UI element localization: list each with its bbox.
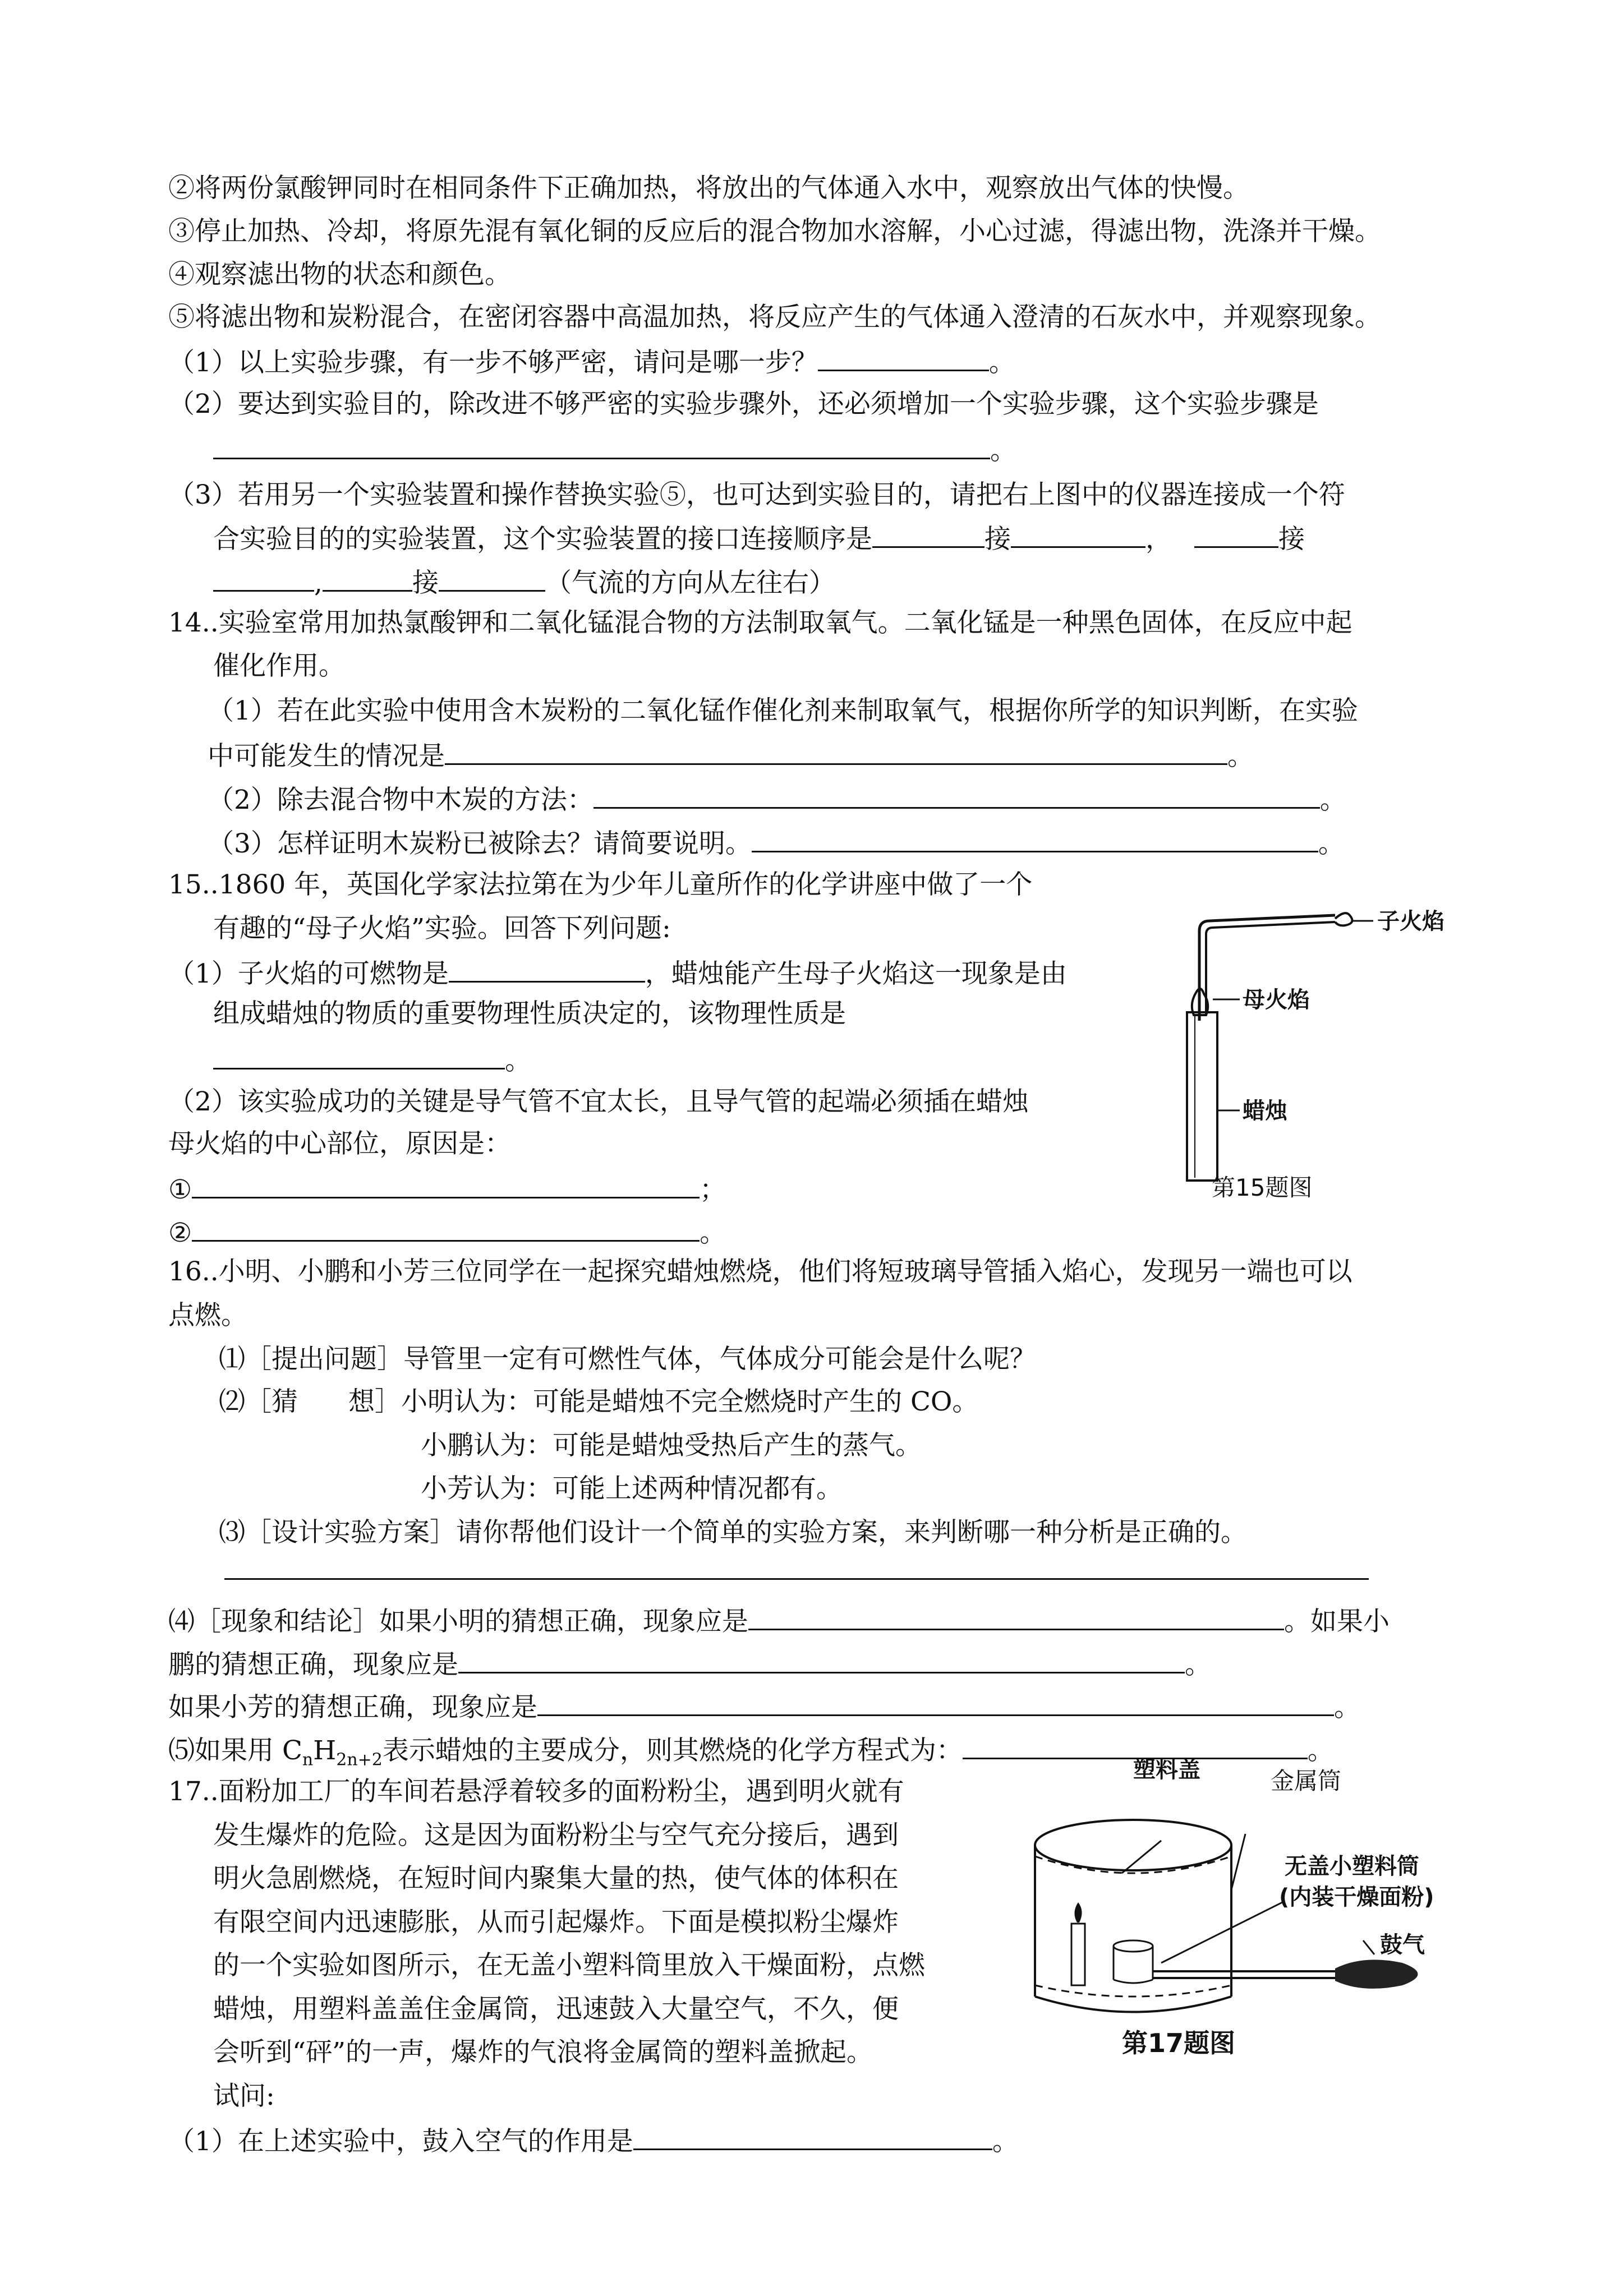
formula-c: ⑸如果用 C: [168, 1735, 302, 1766]
leader-line: [1231, 1834, 1245, 1890]
answer-blank[interactable]: [458, 1647, 1185, 1673]
q16-part2-label: ⑵［猜: [219, 1386, 298, 1417]
q15-line2: 有趣的“母子火焰”实验。回答下列问题:: [213, 913, 671, 944]
answer-blank[interactable]: [818, 345, 989, 371]
q13-step3: ③停止加热、冷却，将原先混有氧化铜的反应后的混合物加水溶解，小心过滤，得滤出物，洗涤并干燥。: [168, 216, 1381, 247]
q13-sub1-text: （1）以上实验步骤，有一步不够严密，请问是哪一步？: [168, 347, 818, 378]
comma: ，: [1145, 524, 1172, 555]
q13-sub2-answer: [213, 433, 1016, 467]
mother-flame-label: 母火焰: [1243, 987, 1310, 1013]
q13-sub3-note: （气流的方向从左往右）: [545, 568, 835, 598]
period: 。: [990, 435, 1016, 466]
q16-part4b: [168, 1647, 1211, 1681]
q16-part4a-text: ⑷［现象和结论］如果小明的猜想正确，现象应是: [168, 1606, 748, 1637]
q17-line1: 17..面粉加工厂的车间若悬浮着较多的面粉粉尘，遇到明火就有: [168, 1776, 904, 1807]
q17-line7: 会听到“砰”的一声，爆炸的气浪将金属筒的塑料盖掀起。: [213, 2037, 873, 2068]
q15-sub1b-answer: [213, 1043, 531, 1077]
q16-part3: ⑶［设计实验方案］请你帮他们设计一个简单的实验方案，来判断哪一种分析是正确的。: [219, 1517, 1247, 1548]
q14-sub1a: （1）若在此实验中使用含木炭粉的二氧化锰作催化剂来制取氧气，根据你所学的知识判断，在实验: [208, 695, 1358, 726]
q13-sub3-text: 合实验目的的实验装置，这个实验装置的接口连接顺序是: [213, 524, 872, 555]
port-blank[interactable]: [872, 522, 984, 548]
q15-sub2a: （2）该实验成功的关键是导气管不宜太长，且导气管的起端必须插在蜡烛: [168, 1086, 1029, 1117]
period: 。: [988, 347, 1015, 378]
q16-part2-xiaofang: 小芳认为：可能上述两种情况都有。: [421, 1473, 843, 1504]
leader-line: [1161, 1901, 1285, 1963]
port-blank[interactable]: [1011, 522, 1145, 548]
q16-part2: [219, 1386, 978, 1418]
q13-step4: ④观察滤出物的状态和颜色。: [168, 259, 511, 290]
q15-sub1a-rest: ，蜡烛能产生母子火焰这一现象是由: [645, 958, 1067, 989]
plastic-lid-label: 塑料盖: [1133, 1757, 1200, 1783]
jie-label: 接: [412, 568, 439, 598]
answer-blank[interactable]: [192, 1215, 700, 1242]
period: 。: [1318, 828, 1345, 859]
jie-label: 接: [984, 524, 1011, 555]
q15-sub1a-text: （1）子火焰的可燃物是: [168, 958, 449, 989]
q15-reason1: [168, 1172, 726, 1206]
candle-body: [1187, 1012, 1217, 1181]
can-bottom: [1035, 1997, 1231, 2012]
q17-line8: 试问:: [213, 2081, 275, 2111]
period: 。: [1319, 785, 1346, 815]
q16-part4a-end: 。如果小: [1284, 1606, 1390, 1637]
q14-sub1b-text: 中可能发生的情况是: [208, 741, 445, 772]
q14-sub2-text: （2）除去混合物中木炭的方法：: [208, 785, 594, 815]
q17-sub1-text: （1）在上述实验中，鼓入空气的作用是: [168, 2126, 633, 2157]
figure-15-caption: 第15题图: [1212, 1174, 1313, 1201]
formula-sub-n: n: [302, 1750, 314, 1770]
circled-2: ②: [168, 1218, 192, 1248]
port-blank[interactable]: [213, 565, 314, 592]
q16-part4b-text: 鹏的猜想正确，现象应是: [168, 1649, 458, 1680]
leader-line: [1363, 1940, 1374, 1954]
figure-17-caption: 第17题图: [1122, 2028, 1236, 2058]
candle-in-can: [1071, 1924, 1085, 1985]
can-inner-bottom: [1035, 1985, 1231, 1997]
blow-air-label: 鼓气: [1380, 1932, 1425, 1958]
formula-sub-2n2: 2n+2: [336, 1750, 383, 1770]
q17-line5: 的一个实验如图所示，在无盖小塑料筒里放入干燥面粉，点燃: [213, 1950, 925, 1981]
formula-h: H: [313, 1735, 337, 1766]
q13-sub2: （2）要达到实验目的，除改进不够严密的实验步骤外，还必须增加一个实验步骤，这个实验步骤是: [168, 389, 1319, 419]
q16-part2-xiaopeng: 小鹏认为：可能是蜡烛受热后产生的蒸气。: [421, 1430, 922, 1461]
q14-sub3: [208, 826, 1345, 860]
comma: ,: [314, 568, 323, 598]
answer-blank[interactable]: [224, 1553, 1369, 1580]
port-blank[interactable]: [439, 565, 545, 592]
q13-sub3-line1: （3）若用另一个实验装置和操作替换实验⑤，也可达到实验目的，请把右上图中的仪器连接成一个符: [168, 480, 1345, 510]
small-can-note: (内装干燥面粉): [1279, 1884, 1434, 1910]
answer-blank[interactable]: [213, 433, 990, 459]
jie-label: 接: [1278, 524, 1305, 555]
port-blank[interactable]: [1194, 522, 1278, 548]
q16-part2-xiaoming: 想］小明认为：可能是蜡烛不完全燃烧时产生的 CO。: [348, 1386, 979, 1417]
q15-sub1b: 组成蜡烛的物质的重要物理性质决定的，该物理性质是: [213, 998, 846, 1029]
q15-line1: 15..1860 年，英国化学家法拉第在为少年儿童所作的化学讲座中做了一个: [168, 869, 1033, 900]
q16-part1: ⑴［提出问题］导管里一定有可燃性气体，气体成分可能会是什么呢？: [219, 1344, 1036, 1375]
child-flame-shape: [1335, 913, 1352, 925]
metal-can-label: 金属筒: [1271, 1767, 1342, 1795]
q16-part4a: [168, 1604, 1390, 1638]
q17-sub1: [168, 2124, 1019, 2157]
period: 。: [1334, 1692, 1360, 1723]
q14-sub1b: [208, 739, 1254, 772]
q15-sub2b: 母火焰的中心部位，原因是：: [168, 1128, 511, 1159]
answer-blank[interactable]: [594, 782, 1320, 809]
q14-sub3-text: （3）怎样证明木炭粉已被除去？请简要说明。: [208, 828, 752, 859]
q13-sub3-line2: [213, 522, 1305, 555]
q16-part3-answer: [224, 1553, 1369, 1587]
q14-sub2: [208, 782, 1346, 816]
answer-blank[interactable]: [449, 956, 645, 983]
q13-step5: ⑤将滤出物和炭粉混合，在密闭容器中高温加热，将反应产生的气体通入澄清的石灰水中，并观察现象。: [168, 302, 1381, 333]
q16-part4c-text: 如果小芳的猜想正确，现象应是: [168, 1692, 537, 1723]
period: 。: [505, 1045, 531, 1076]
leader-line: [1122, 1841, 1161, 1873]
q17-line6: 蜡烛，用塑料盖盖住金属筒，迅速鼓入大量空气，不久，便: [213, 1994, 899, 2025]
answer-blank[interactable]: [752, 826, 1318, 852]
q17-line2: 发生爆炸的危险。这是因为面粉粉尘与空气充分接后，遇到: [213, 1820, 899, 1851]
semicolon: ；: [700, 1174, 726, 1205]
air-bulb: [1335, 1960, 1418, 1989]
q15-sub1a: [168, 956, 1067, 990]
q14-line2: 催化作用。: [213, 651, 345, 681]
period: 。: [700, 1218, 726, 1248]
q13-step2: ②将两份氯酸钾同时在相同条件下正确加热，将放出的气体通入水中，观察放出气体的快慢。: [168, 173, 1249, 204]
period: 。: [1185, 1649, 1211, 1680]
small-can-label: 无盖小塑料筒: [1285, 1854, 1419, 1879]
q17-line3: 明火急剧燃烧，在短时间内聚集大量的热，使气体的体积在: [213, 1863, 899, 1894]
answer-blank[interactable]: [445, 739, 1227, 765]
q16-part4c: [168, 1690, 1360, 1723]
child-flame-label: 子火焰: [1377, 909, 1444, 934]
period: 。: [992, 2126, 1019, 2157]
q15-reason2: [168, 1215, 726, 1249]
q16-line1: 16..小明、小鹏和小芳三位同学在一起探究蜡烛燃烧，他们将短玻璃导管插入焰心，发现另一端也可以: [168, 1256, 1352, 1287]
q16-part5-text: 表示蜡烛的主要成分，则其燃烧的化学方程式为：: [382, 1735, 963, 1766]
answer-blank[interactable]: [633, 2124, 992, 2150]
period: 。: [1227, 741, 1254, 772]
q13-sub3-line3: [213, 565, 835, 599]
answer-blank[interactable]: [748, 1604, 1284, 1630]
q13-sub1: [168, 345, 1015, 379]
period: 。: [1307, 1735, 1334, 1766]
small-can-top: [1114, 1940, 1153, 1952]
answer-blank[interactable]: [537, 1690, 1334, 1716]
q14-line1: 14..实验室常用加热氯酸钾和二氧化锰混合物的方法制取氧气。二氧化锰是一种黑色固体，在反应中起: [168, 607, 1352, 638]
answer-blank[interactable]: [213, 1043, 505, 1069]
circled-1: ①: [168, 1174, 192, 1205]
candle-label: 蜡烛: [1243, 1098, 1287, 1124]
small-can-bottom: [1114, 1980, 1153, 1983]
candle-flame: [1074, 1902, 1082, 1922]
port-blank[interactable]: [323, 565, 412, 592]
answer-blank[interactable]: [192, 1172, 700, 1198]
q17-line4: 有限空间内迅速膨胀，从而引起爆炸。下面是模拟粉尘爆炸: [213, 1907, 899, 1938]
q16-line2: 点燃。: [168, 1300, 247, 1331]
